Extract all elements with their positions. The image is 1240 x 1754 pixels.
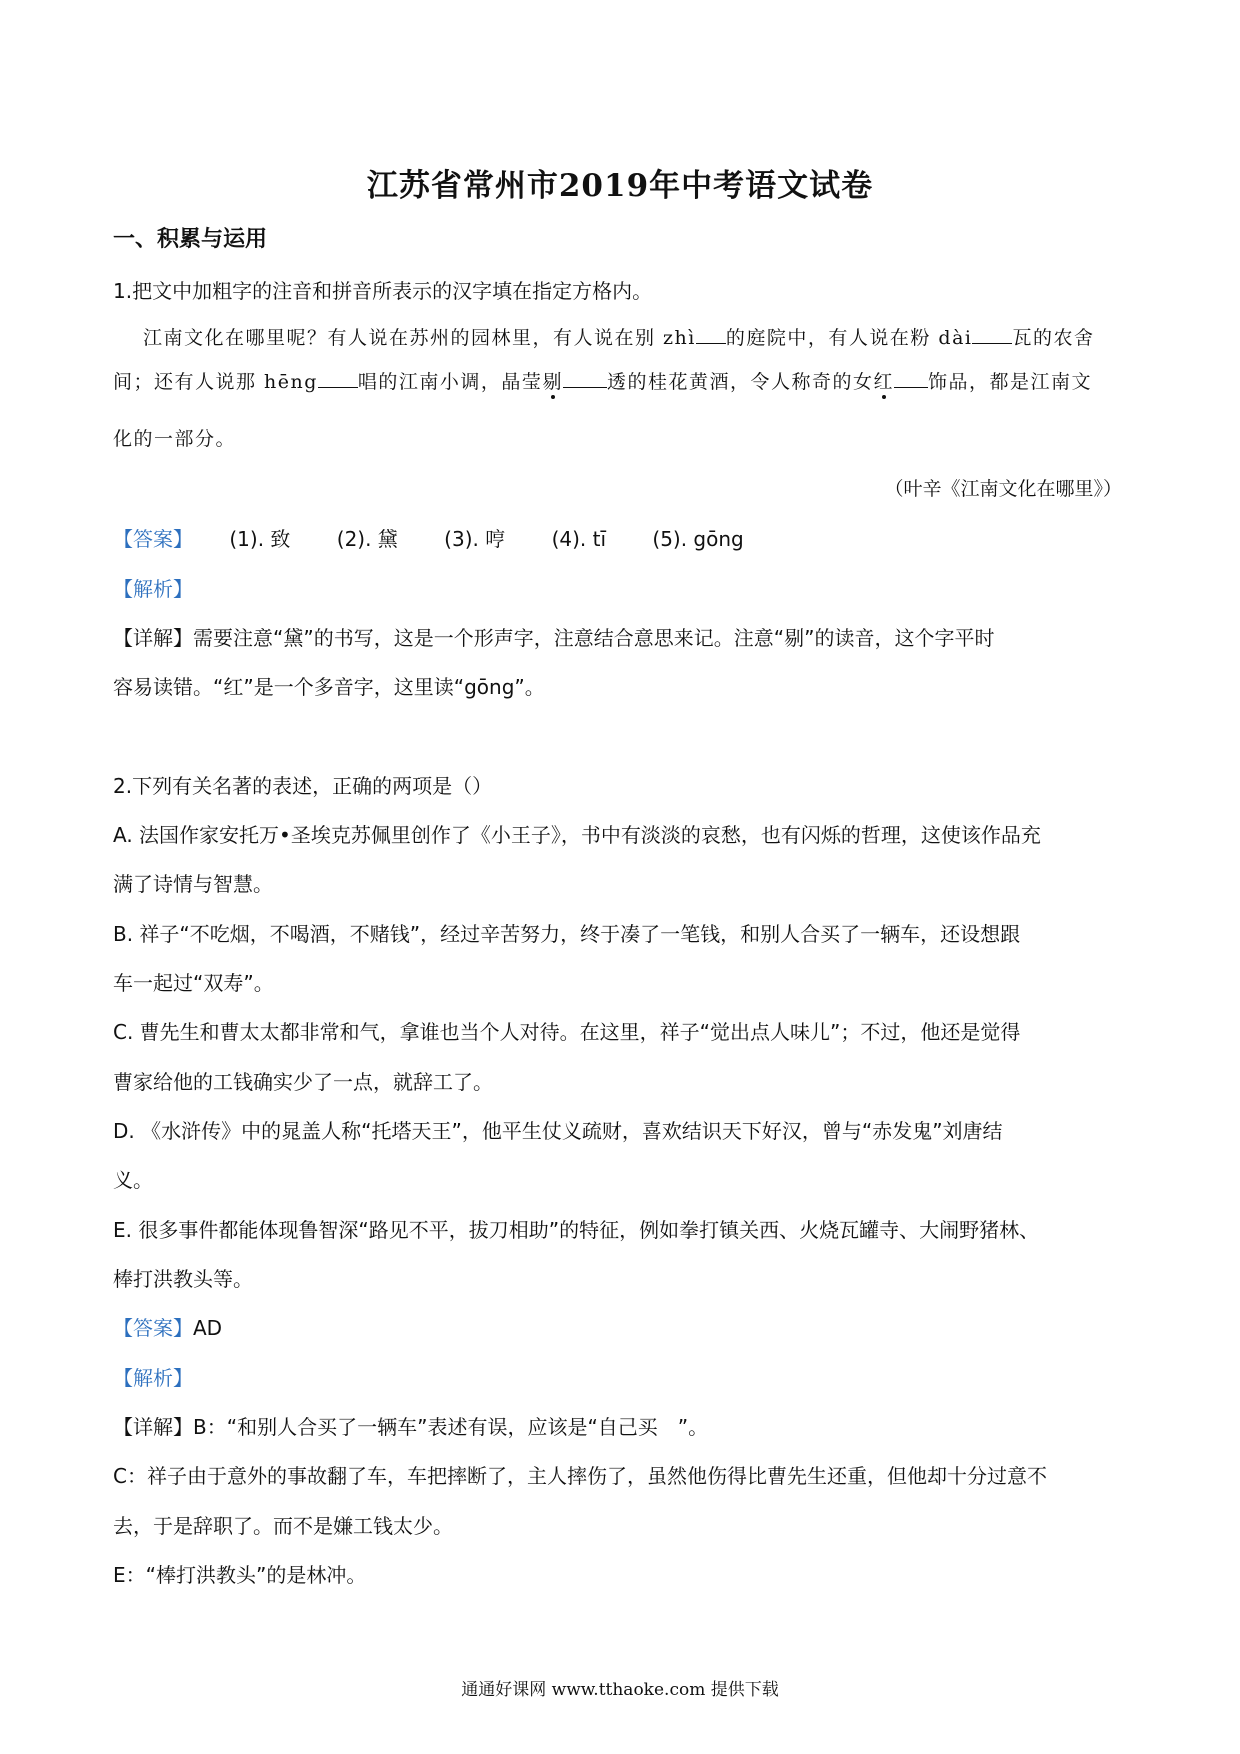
answer-item: (1). 致 [229, 527, 291, 551]
option-b-line-2: 车一起过“双寿”。 [113, 971, 274, 995]
passage-line-3: 化的一部分。 [113, 428, 237, 450]
page-title: 江苏省常州市2019年中考语文试卷 [366, 168, 874, 204]
analysis-tag: 【解析】 [113, 1366, 193, 1390]
question-1-detail-line-2: 容易读错。“红”是一个多音字，这里读“gōng”。 [113, 675, 545, 699]
question-1-stem: 1.把文中加粗字的注音和拼音所表示的汉字填在指定方格内。 [113, 279, 653, 303]
page-footer: 通通好课网 www.tthaoke.com 提供下载 [461, 1680, 779, 1700]
fill-blank-5 [894, 371, 928, 388]
fill-blank-3 [318, 371, 358, 388]
answer-value: AD [193, 1316, 223, 1340]
passage-line-2: 间；还有人说那 hēng 唱的江南小调，晶莹剔 透的桂花黄酒，令人称奇的女红 饰品，都是江南文 [113, 371, 1092, 393]
option-c-line-1: C. 曹先生和曹太太都非常和气，拿谁也当个人对待。在这里，祥子“觉出点人味儿”；不过，他还是觉得 [113, 1020, 1021, 1044]
fill-blank-1 [696, 327, 726, 344]
emphasized-char-ti: 剔 [542, 371, 563, 393]
answer-tag: 【答案】 [113, 1316, 193, 1340]
option-b-line-1: B. 祥子“不吃烟，不喝酒，不赌钱”，经过辛苦努力，终于凑了一笔钱，和别人合买了一辆车，还设想跟 [113, 922, 1021, 946]
analysis-tag: 【解析】 [113, 577, 193, 601]
question-2-detail-c-line-1: C：祥子由于意外的事故翻了车，车把摔断了，主人摔伤了，虽然他伤得比曹先生还重，但他却十分过意不 [113, 1464, 1047, 1488]
question-2-answer [113, 1312, 222, 1341]
passage-citation: （叶辛《江南文化在哪里》） [884, 478, 1122, 500]
question-2-detail-c-line-2: 去，于是辞职了。而不是嫌工钱太少。 [113, 1514, 453, 1538]
answer-item: (2). 黛 [336, 527, 398, 551]
fill-blank-4 [563, 371, 607, 388]
detail-tag: 【详解】 [113, 1415, 193, 1439]
fill-blank-2 [972, 327, 1012, 344]
question-2-stem: 2.下列有关名著的表述，正确的两项是（） [113, 774, 493, 798]
question-2-detail-e: E：“棒打洪教头”的是林冲。 [113, 1563, 367, 1587]
emphasized-char-hong: 红 [873, 371, 894, 393]
question-2-detail-b: 【详解】B：“和别人合买了一辆车”表述有误，应该是“自己买 ”。 [113, 1415, 709, 1439]
option-e-line-2: 棒打洪教头等。 [113, 1267, 253, 1291]
option-a-line-2: 满了诗情与智慧。 [113, 872, 273, 896]
answer-tag: 【答案】 [113, 527, 193, 551]
section-heading: 一、积累与运用 [113, 227, 268, 252]
passage-line-1: 江南文化在哪里呢？有人说在苏州的园林里，有人说在别 zhì 的庭院中，有人说在粉 dài 瓦的农舍 [143, 327, 1095, 349]
question-1-detail-line-1: 【详解】需要注意“黛”的书写，这是一个形声字，注意结合意思来记。注意“剔”的读音，这个字平时 [113, 626, 995, 650]
option-e-line-1: E. 很多事件都能体现鲁智深“路见不平，拔刀相助”的特征，例如拳打镇关西、火烧瓦罐寺、大闹野猪林、 [113, 1218, 1040, 1242]
question-1-answer [113, 523, 744, 552]
option-d-line-1: D. 《水浒传》中的晁盖人称“托塔天王”，他平生仗义疏财，喜欢结识天下好汉，曾与“赤发鬼”刘唐结 [113, 1119, 1003, 1143]
option-d-line-2: 义。 [113, 1168, 153, 1192]
option-a-line-1: A. 法国作家安托万•圣埃克苏佩里创作了《小王子》，书中有淡淡的哀愁，也有闪烁的哲理，这使该作品充 [113, 823, 1041, 847]
answer-item: (4). tī [551, 527, 607, 551]
answer-item: (5). gōng [652, 527, 744, 551]
answer-item: (3). 哼 [444, 527, 506, 551]
detail-tag: 【详解】 [113, 626, 193, 650]
option-c-line-2: 曹家给他的工钱确实少了一点，就辞工了。 [113, 1070, 493, 1094]
